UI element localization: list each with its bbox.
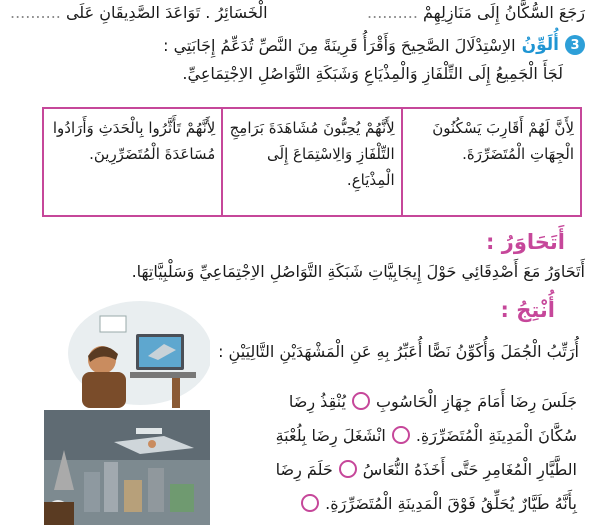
fill-blank[interactable]: .......... — [367, 3, 418, 22]
sentence-fragment: رَجَعَ السُّكَّانُ إِلَى مَنَازِلِهِمْ — [423, 3, 585, 22]
option-cell-1[interactable]: لِأَنَّ لَهُمْ أَقَارِبَ يَسْكُنُونَ الْجِهَاتِ الْمُتَضَرِّرَةَ. — [401, 109, 580, 215]
order-circle[interactable] — [301, 494, 319, 512]
options-table — [42, 107, 582, 217]
pilot-dream-illustration — [44, 410, 210, 525]
sentence-text: سُكَّانَ الْمَدِينَةِ الْمُتَضَرِّرَةِ. — [415, 425, 577, 445]
sentence-text: حَلَمَ رِضَا — [275, 459, 333, 479]
option-cell-3[interactable]: لِأَنَّهُمْ تَأَثَّرُوا بِالْحَدَثِ وَأَرَادُوا مُسَاعَدَةَ الْمُتَضَرِّرِينَ. — [52, 119, 216, 163]
sentence-text: جَلَسَ رِضَا أَمَامَ جِهَازِ الْحَاسُوبِ — [375, 391, 577, 411]
discuss-text: أَتَحَاوَرُ مَعَ أَصْدِقَائِي حَوْلَ إِيجَابِيَّاتِ شَبَكَةِ التَّوَاصُلِ الاِجْتِمَاعِيِّ وَسَلْبِيَّاتِهَا. — [131, 262, 585, 281]
sentence-row — [207, 418, 577, 452]
sentence-text: يُنْقِذُ رِضَا — [288, 391, 346, 411]
activity-3-header — [163, 35, 585, 55]
order-circle[interactable] — [352, 392, 370, 410]
sentence-ordering-list — [207, 384, 577, 520]
boy-at-computer-illustration — [60, 298, 210, 408]
sentence-text: الطَّيَّارِ الْمُغَامِرِ حَتَّى أَخَذَهُ النُّعَاسُ — [362, 459, 577, 479]
produce-heading: أُنْتِجُ : — [500, 298, 555, 322]
sentence-row — [207, 486, 577, 520]
statement-line: لَجَأَ الْجَمِيعُ إِلَى التِّلْفَازِ وَالْمِذْيَاعِ وَشَبَكَةِ التَّوَاصُلِ الاِجْتِمَاعِيِّ. — [182, 64, 563, 83]
activity-instruction: الاِسْتِدْلَالَ الصَّحِيحَ وَأَقْرَأُ قَرِينَةً مِنَ النَّصِّ تُدَعِّمُ إِجَابَتِي : — [163, 35, 516, 55]
sentence-fragment: الْخَسَائِرُ . تَوَاعَدَ الصَّدِيقَانِ عَلَى — [65, 3, 268, 22]
activity-number-badge: 3 — [565, 35, 585, 55]
sentence-text: انْشَغَلَ رِضَا بِلُعْبَةِ — [275, 425, 386, 445]
produce-instruction: أُرَتِّبُ الْجُمَلَ وَأُكَوِّنُ نَصًّا أُعَبِّرُ بِهِ عَنِ الْمَشْهَدَيْنِ التَّالِيَيْنِ : — [218, 342, 579, 361]
activity-tag: أُلَوِّنُ — [521, 35, 559, 55]
sentence-row — [207, 384, 577, 418]
fill-blank[interactable]: .......... — [10, 3, 61, 22]
order-circle[interactable] — [392, 426, 410, 444]
sentence-row — [207, 452, 577, 486]
discuss-heading: أَتَحَاوَرُ : — [486, 230, 565, 254]
option-cell-2[interactable]: لِأَنَّهُمْ يُحِبُّونَ مُشَاهَدَةَ بَرَامِجِ التِّلْفَازِ وَالِاسْتِمَاعَ إِلَى الْمِذْيَاعِ. — [221, 109, 400, 215]
order-circle[interactable] — [339, 460, 357, 478]
sentence-text: بِأَنَّهُ طَيَّارٌ يُحَلِّقُ فَوْقَ الْمَدِينَةِ الْمُتَضَرِّرَةِ. — [325, 493, 577, 513]
